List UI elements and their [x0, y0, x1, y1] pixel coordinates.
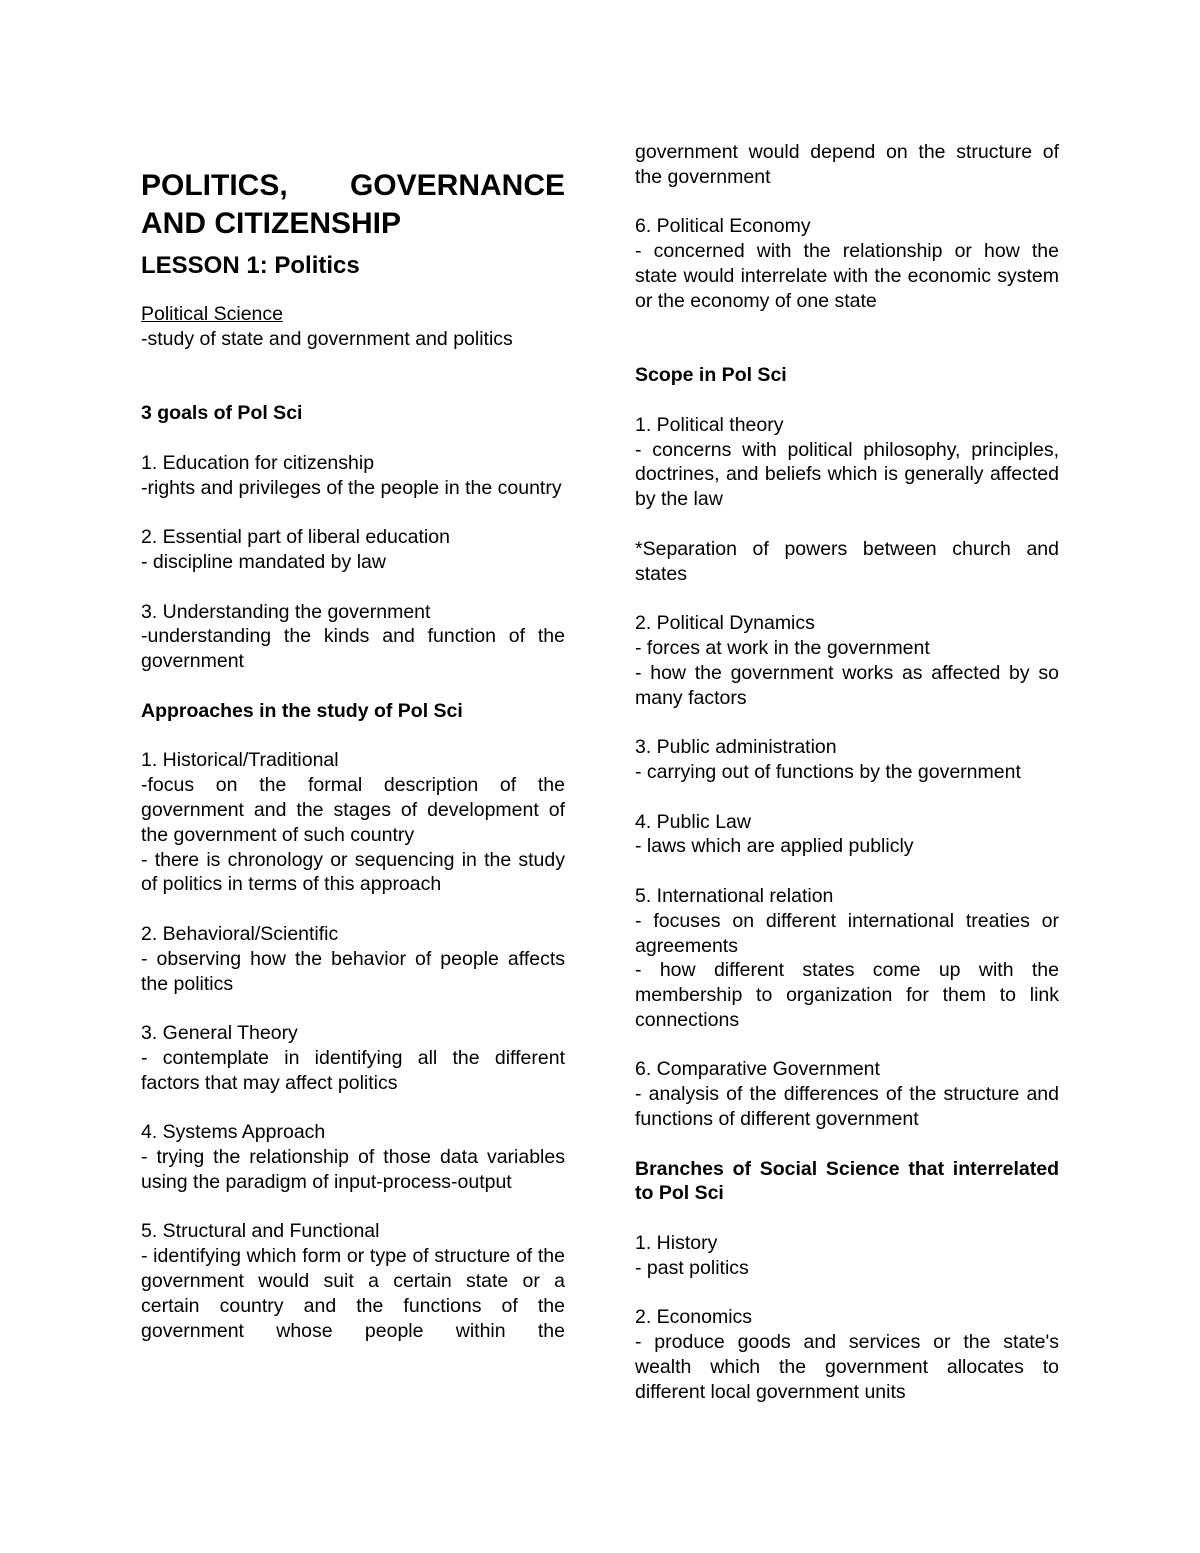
scope-desc: - focuses on different international treaties or agreements: [635, 909, 1059, 957]
scope-title: 2. Political Dynamics: [635, 612, 815, 635]
scope-item: [635, 735, 1059, 785]
scope-title: 1. Political theory: [635, 413, 784, 436]
scope-title: 3. Public administration: [635, 736, 837, 759]
scope-desc: - carrying out of functions by the government: [635, 760, 1021, 783]
approach-desc: - concerned with the relationship or how the state would interrelate with the economic system or the economy of one state: [635, 240, 1059, 312]
approach-desc: - observing how the behavior of people affects the politics: [141, 947, 565, 995]
goal-item: [141, 451, 565, 501]
branch-desc: - past politics: [635, 1256, 749, 1279]
goal-desc: -understanding the kinds and function of the government: [141, 625, 565, 673]
goal-desc: -rights and privileges of the people in the country: [141, 476, 562, 499]
goals-heading: 3 goals of Pol Sci: [141, 402, 303, 425]
approach-item: [141, 922, 565, 996]
approach-item: [141, 1120, 565, 1194]
approach-item: [141, 748, 565, 897]
scope-desc: - forces at work in the government: [635, 636, 930, 659]
title-line-2: AND CITIZENSHIP: [141, 207, 402, 240]
approach-title: 1. Historical/Traditional: [141, 749, 339, 772]
goal-title: 2. Essential part of liberal education: [141, 526, 450, 549]
approach-item: [141, 1021, 565, 1095]
approach-desc: - identifying which form or type of structure of the government would suit a certain state or a certain country and the functions of the government whose people within the: [141, 1245, 565, 1342]
left-column: [141, 140, 565, 1368]
approach-item: [141, 1219, 565, 1343]
approach-desc: - contemplate in identifying all the different factors that may affect politics: [141, 1046, 565, 1094]
goal-item: [141, 600, 565, 674]
scope-desc-2: - how different states come up with the membership to organization for them to link connections: [635, 959, 1059, 1031]
approaches-heading: Approaches in the study of Pol Sci: [141, 699, 463, 722]
approach-title: 5. Structural and Functional: [141, 1220, 380, 1243]
branch-item: [635, 1231, 1059, 1281]
scope-desc: - laws which are applied publicly: [635, 835, 914, 858]
approach-desc-2: - there is chronology or sequencing in the study of politics in terms of this approach: [141, 848, 565, 896]
approach-desc: -focus on the formal description of the government and the stages of development of the government of such country: [141, 774, 565, 846]
scope-title: 5. International relation: [635, 884, 834, 907]
scope-item: [635, 413, 1059, 512]
approach-title: 2. Behavioral/Scientific: [141, 922, 339, 945]
right-column: [635, 140, 1059, 1429]
scope-heading: Scope in Pol Sci: [635, 364, 787, 387]
approach-desc: - trying the relationship of those data variables using the paradigm of input-process-output: [141, 1146, 565, 1193]
branch-desc: - produce goods and services or the state's wealth which the government allocates to different local government units: [635, 1331, 1059, 1403]
scope-title: 4. Public Law: [635, 810, 751, 833]
title-line-1: POLITICS, GOVERNANCE: [141, 169, 565, 202]
continued-desc: government would depend on the structure of the government: [635, 141, 1059, 188]
scope-note: [635, 537, 1059, 587]
branch-title: 1. History: [635, 1232, 718, 1255]
scope-item: [635, 884, 1059, 1033]
scope-desc-2: - how the government works as affected by so many factors: [635, 661, 1059, 709]
polsci-term: Political Science: [141, 303, 283, 325]
lesson-heading: LESSON 1: Politics: [141, 252, 360, 279]
goal-item: [141, 525, 565, 575]
approach-title: 3. General Theory: [141, 1022, 298, 1045]
branch-item: [635, 1305, 1059, 1404]
scope-desc: - analysis of the differences of the structure and functions of different government: [635, 1083, 1059, 1131]
approach-title: 4. Systems Approach: [141, 1121, 326, 1144]
scope-item: [635, 810, 1059, 860]
goal-title: 1. Education for citizenship: [141, 451, 375, 474]
scope-item: [635, 1057, 1059, 1131]
polsci-def: -study of state and government and politics: [141, 327, 513, 350]
approach-title: 6. Political Economy: [635, 215, 811, 238]
polsci-definition: [141, 302, 565, 352]
goal-desc: - discipline mandated by law: [141, 550, 386, 573]
goal-title: 3. Understanding the government: [141, 600, 431, 623]
branch-title: 2. Economics: [635, 1306, 753, 1329]
approach-item: [635, 214, 1059, 313]
scope-title: 6. Comparative Government: [635, 1058, 880, 1081]
scope-item: [635, 611, 1059, 710]
branches-heading: Branches of Social Science that interrelated to Pol Sci: [635, 1157, 1059, 1205]
continued-text: [635, 140, 1059, 190]
document-title: [141, 167, 565, 243]
scope-desc: - concerns with political philosophy, principles, doctrines, and beliefs which is generally affected by the law: [635, 438, 1059, 511]
scope-note-text: *Separation of powers between church and states: [635, 537, 1059, 585]
